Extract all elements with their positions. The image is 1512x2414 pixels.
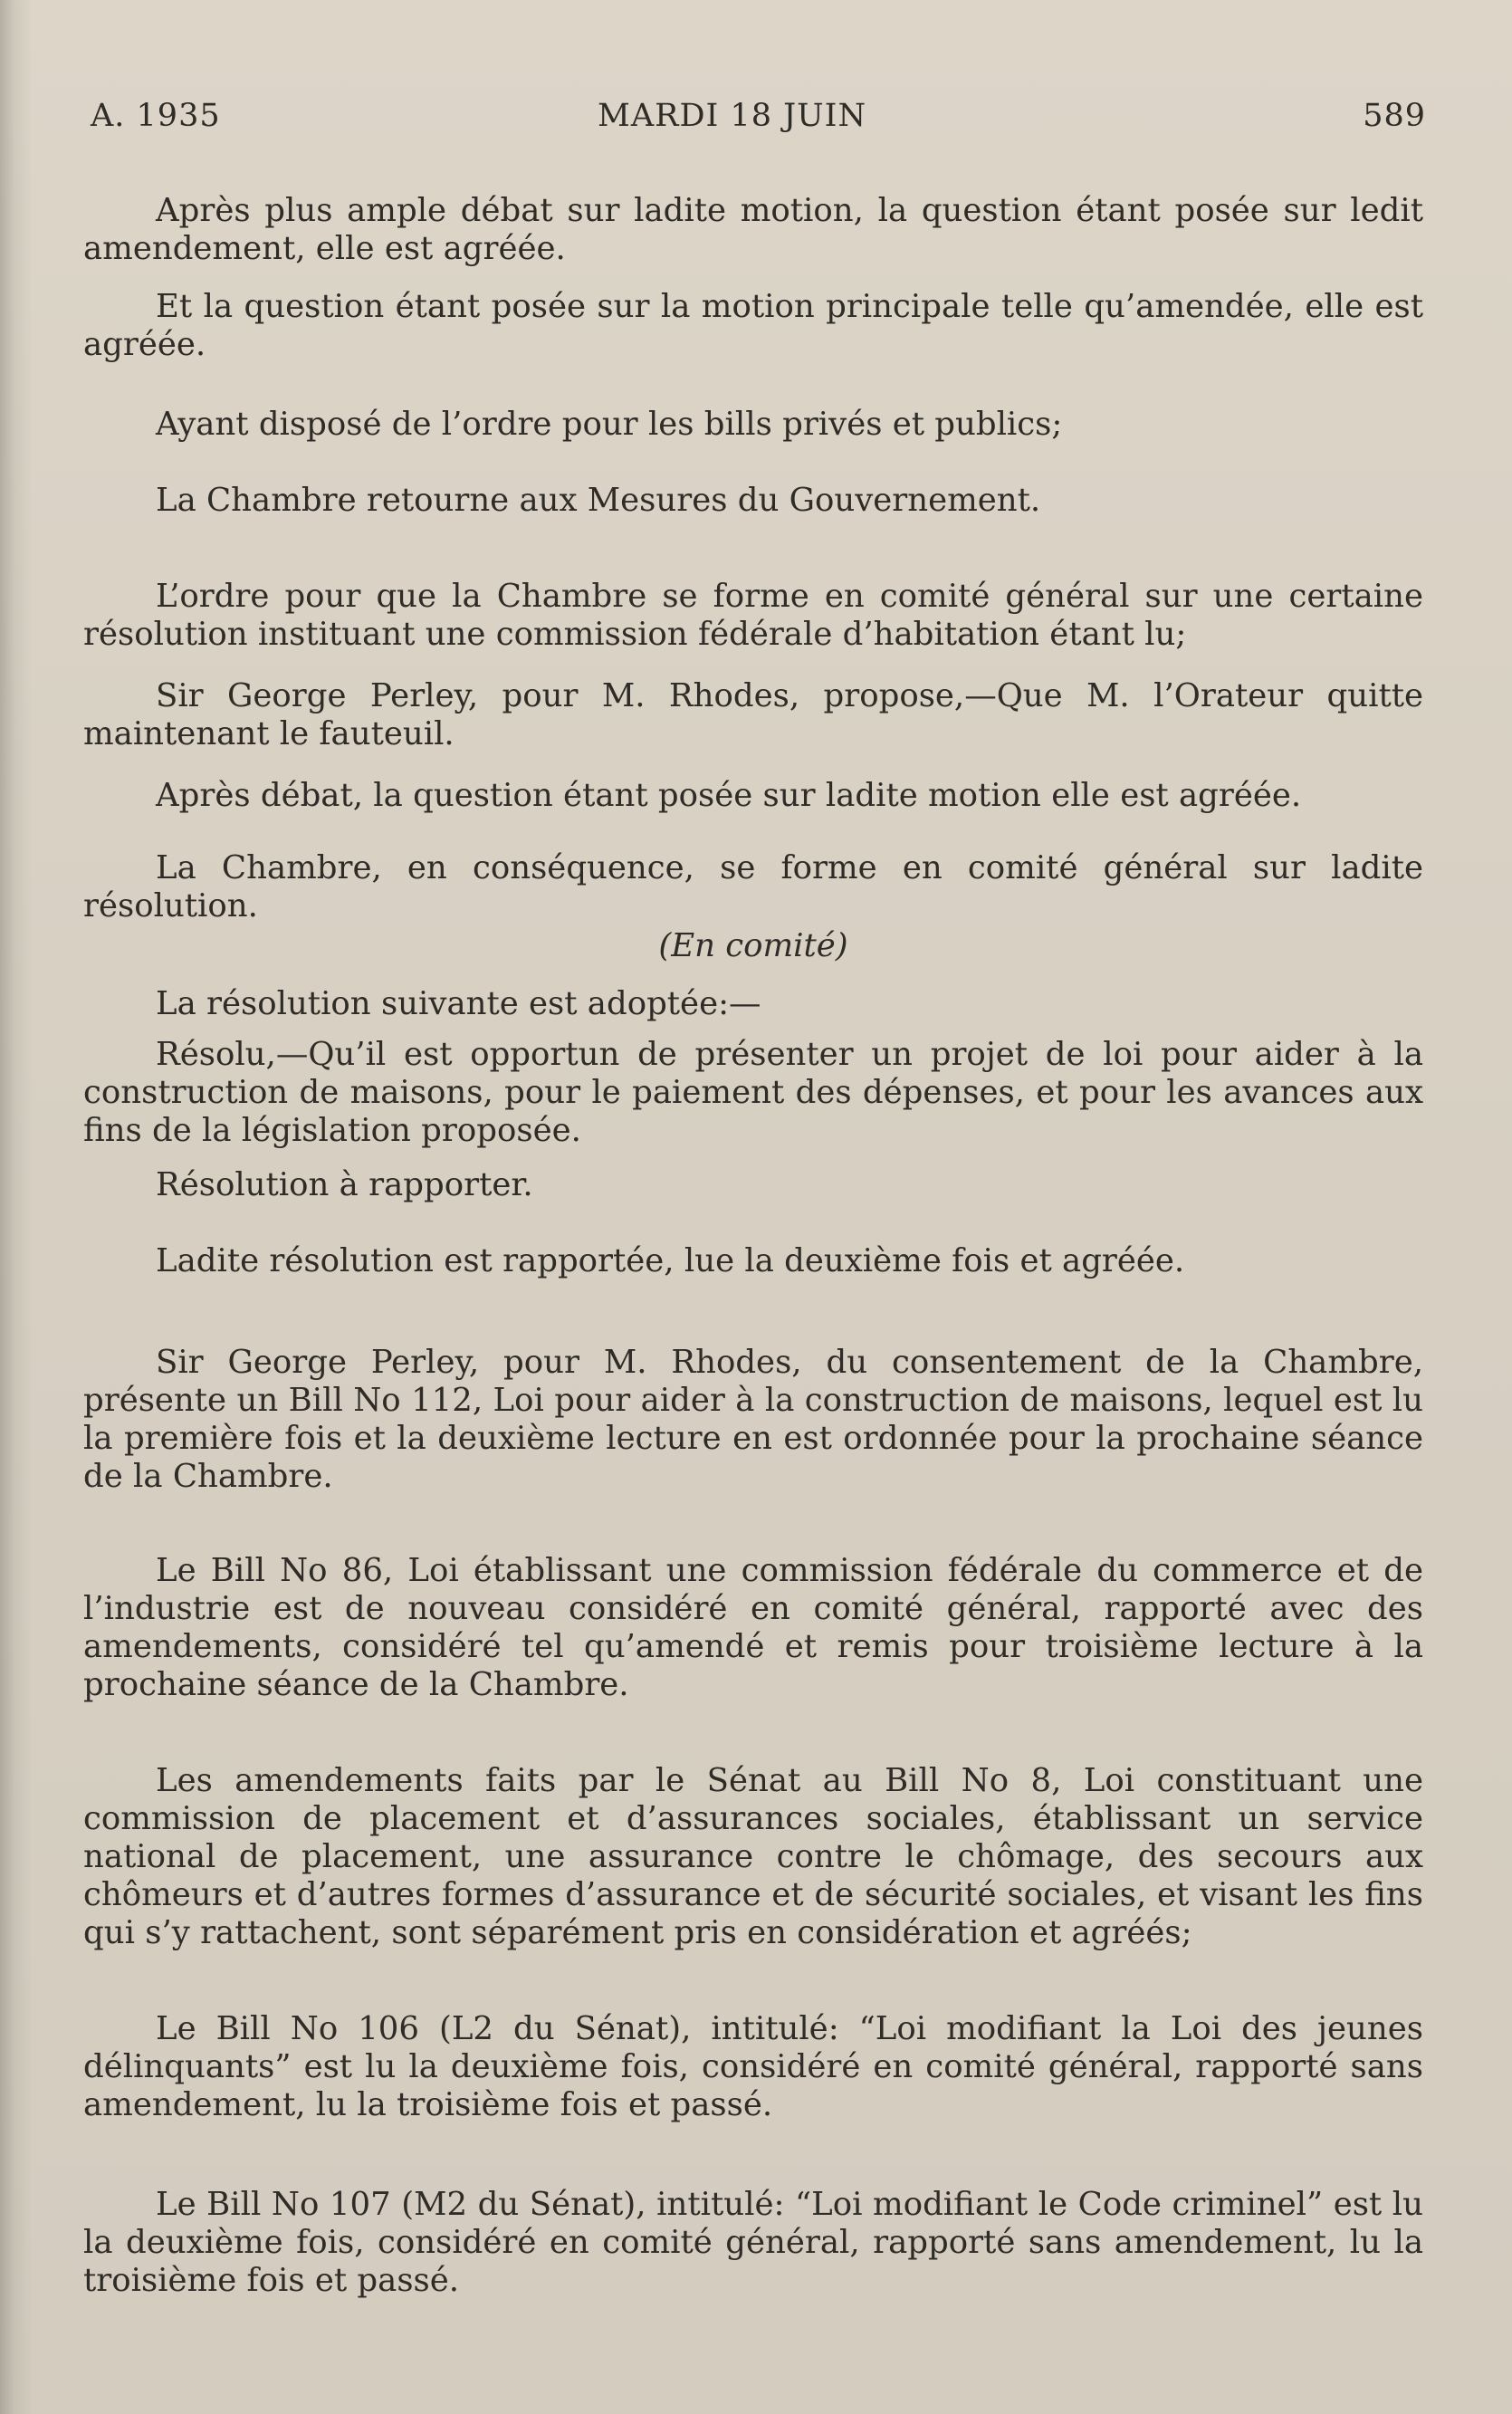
paragraph: Le Bill No 106 (L2 du Sénat), intitulé: “Loi modifiant la Loi des jeunes délinquants” est lu la deuxième fois, considéré en comité général, rapporté sans amendement, lu la troisième fois et passé. <box>83 2010 1423 2123</box>
paragraph: Le Bill No 86, Loi établissant une commission fédérale du commerce et de l’industrie est de nouveau considéré en comité général, rapporté avec des amendements, considéré tel qu’amendé et remis pour troisième lecture à la prochaine séance de la Chambre. <box>83 1552 1423 1703</box>
committee-heading: (En comité) <box>658 927 848 964</box>
paragraph: Ayant disposé de l’ordre pour les bills privés et publics; <box>156 406 1063 443</box>
paragraph: Sir George Perley, pour M. Rhodes, du consentement de la Chambre, présente un Bill No 112, Loi pour aider à la construction de maisons, lequel est lu la première fois et la deuxième lecture en est ordonnée pour la prochaine séance de la Chambre. <box>83 1344 1423 1495</box>
header-date: MARDI 18 JUIN <box>598 98 867 134</box>
paragraph: Résolution à rapporter. <box>156 1166 533 1203</box>
paragraph: Après débat, la question étant posée sur ladite motion elle est agréée. <box>156 777 1302 814</box>
paragraph: La Chambre retourne aux Mesures du Gouvernement. <box>156 482 1041 519</box>
paragraph: La Chambre, en conséquence, se forme en comité général sur ladite résolution. <box>83 849 1423 924</box>
paragraph: Après plus ample débat sur ladite motion, la question étant posée sur ledit amendement, elle est agréée. <box>83 192 1423 267</box>
paragraph: Et la question étant posée sur la motion principale telle qu’amendée, elle est agréée. <box>83 288 1423 363</box>
page-number: 589 <box>1363 98 1426 134</box>
paragraph: La résolution suivante est adoptée:— <box>156 985 761 1022</box>
paragraph: Résolu,—Qu’il est opportun de présenter un projet de loi pour aider à la construction de maisons, pour le paiement des dépenses, et pour les avances aux fins de la législation proposée. <box>83 1036 1423 1149</box>
paragraph: Sir George Perley, pour M. Rhodes, propose,—Que M. l’Orateur quitte maintenant le fauteuil. <box>83 677 1423 752</box>
paragraph: Ladite résolution est rapportée, lue la deuxième fois et agréée. <box>156 1242 1185 1279</box>
paragraph: Les amendements faits par le Sénat au Bill No 8, Loi constituant une commission de placement et d’assurances sociales, établissant un service national de placement, une assurance contre le chômage, des secours aux chômeurs et d’autres formes d’assurance et de sécurité sociales, et visant les fins qui s’y rattachent, sont séparément pris en considération et agréés; <box>83 1762 1423 1951</box>
paragraph: Le Bill No 107 (M2 du Sénat), intitulé: “Loi modifiant le Code criminel” est lu la deuxième fois, considéré en comité général, rapporté sans amendement, lu la troisième fois et passé. <box>83 2186 1423 2299</box>
header-year: A. 1935 <box>91 98 221 134</box>
page-header <box>91 98 1431 143</box>
paragraph: L’ordre pour que la Chambre se forme en comité général sur une certaine résolution instituant une commission fédérale d’habitation étant lu; <box>83 578 1423 653</box>
